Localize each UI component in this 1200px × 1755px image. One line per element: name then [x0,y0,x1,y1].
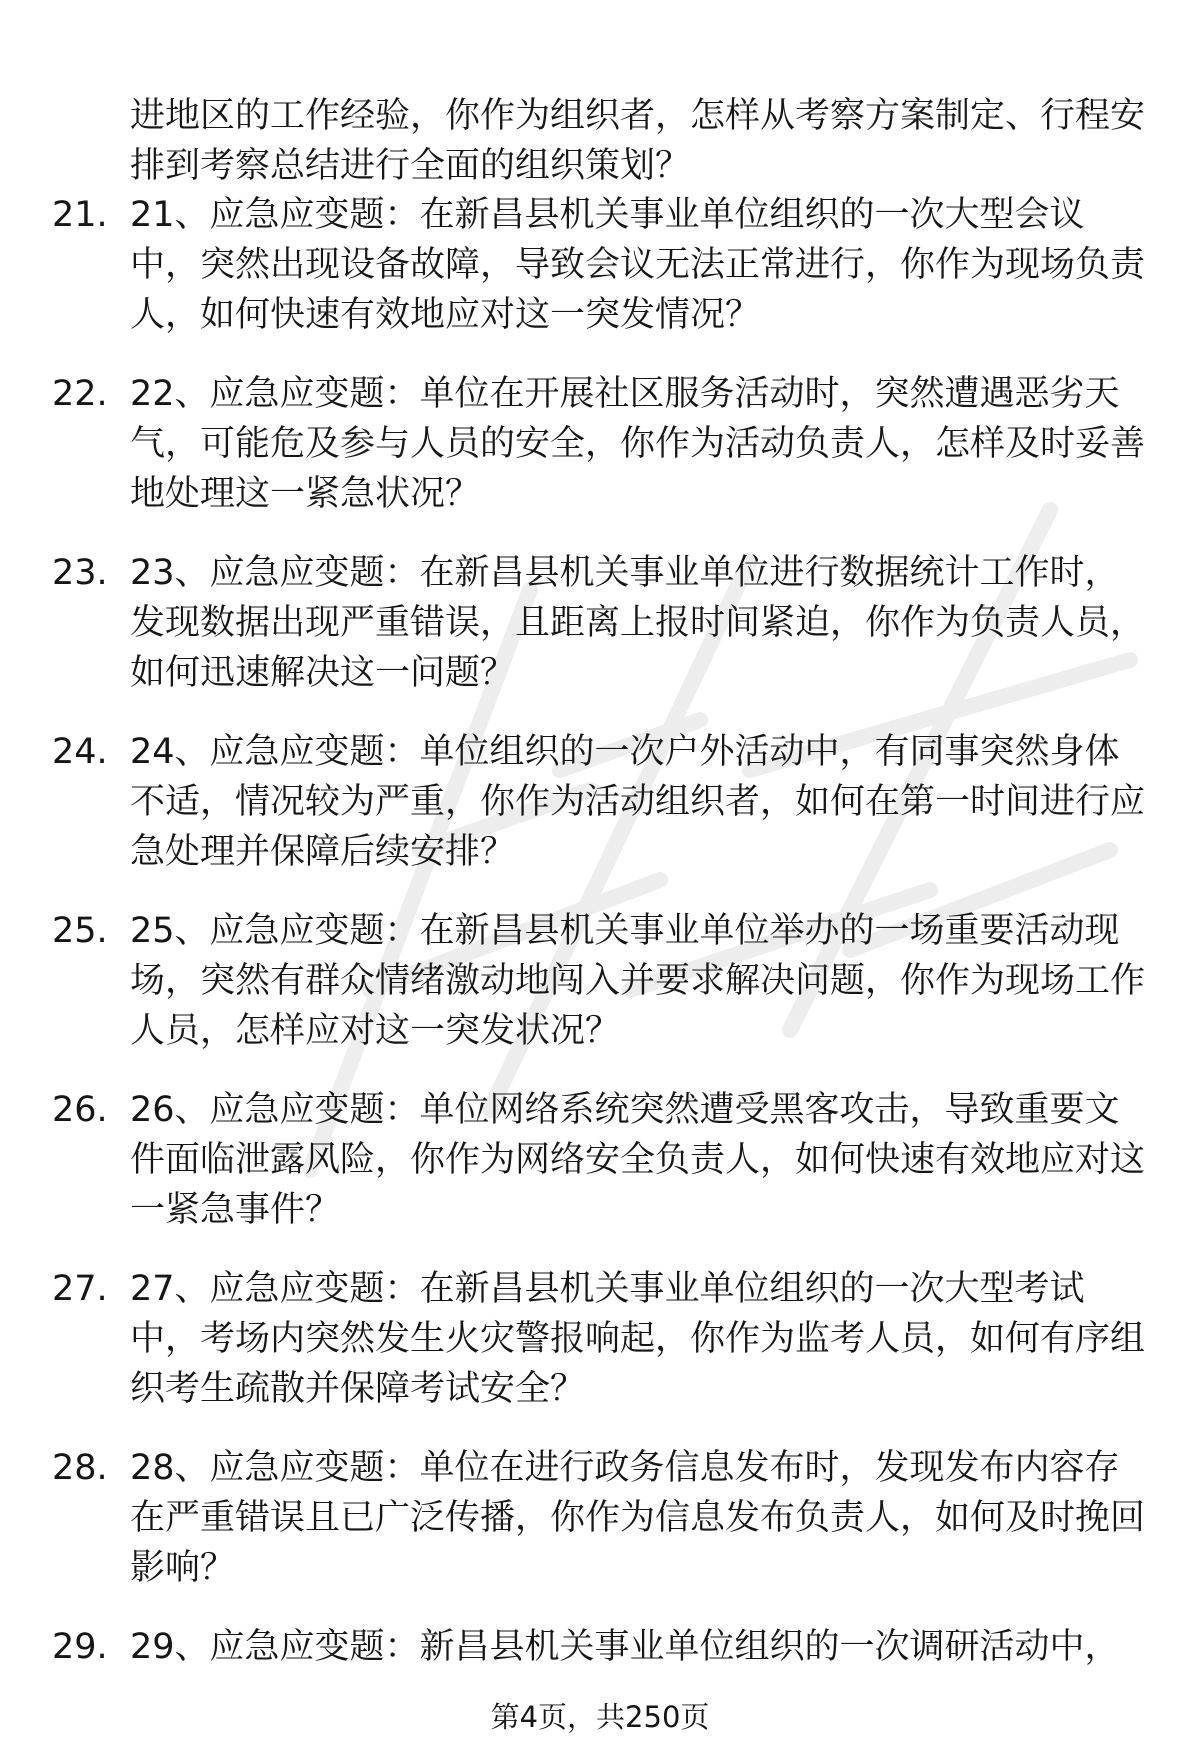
continuation-paragraph: 进地区的工作经验，你作为组织者，怎样从考察方案制定、行程安排到考察总结进行全面的组织策划？ [130,96,1146,186]
list-item [0,727,1150,877]
list-item [0,1085,1150,1235]
question-number: 23. [52,553,108,593]
question-text: 28、应急应变题：单位在进行政务信息发布时，发现发布内容存在严重错误且已广泛传播，你作为信息发布负责人，如何及时挽回影响？ [130,1448,1146,1588]
question-text: 29、应急应变题：新昌县机关事业单位组织的一次调研活动中， [130,1627,1120,1667]
question-number: 29. [52,1627,108,1667]
question-text: 21、应急应变题：在新昌县机关事业单位组织的一次大型会议中，突然出现设备故障，导致会议无法正常进行，你作为现场负责人，如何快速有效地应对这一突发情况？ [130,195,1146,335]
question-number: 24. [52,732,108,772]
question-number: 28. [52,1448,108,1488]
question-text: 24、应急应变题：单位组织的一次户外活动中，有同事突然身体不适，情况较为严重，你作为活动组织者，如何在第一时间进行应急处理并保障后续安排？ [130,732,1146,872]
question-list [0,190,1200,1701]
question-text: 23、应急应变题：在新昌县机关事业单位进行数据统计工作时，发现数据出现严重错误，且距离上报时间紧迫，你作为负责人员，如何迅速解决这一问题？ [130,553,1146,693]
question-number: 27. [52,1269,108,1309]
question-text: 25、应急应变题：在新昌县机关事业单位举办的一场重要活动现场，突然有群众情绪激动地闯入并要求解决问题，你作为现场工作人员，怎样应对这一突发状况？ [130,911,1146,1051]
question-text: 27、应急应变题：在新昌县机关事业单位组织的一次大型考试中，考场内突然发生火灾警报响起，你作为监考人员，如何有序组织考生疏散并保障考试安全？ [130,1269,1146,1409]
list-item [0,1622,1150,1672]
question-number: 25. [52,911,108,951]
page-footer: 第4页，共250页 [490,1700,710,1734]
question-number: 22. [52,374,108,414]
list-item [0,548,1150,698]
list-item [0,1264,1150,1414]
list-item [0,906,1150,1056]
question-text: 22、应急应变题：单位在开展社区服务活动时，突然遭遇恶劣天气，可能危及参与人员的安全，你作为活动负责人，怎样及时妥善地处理这一紧急状况？ [130,374,1146,514]
list-item [0,1443,1150,1593]
question-text: 26、应急应变题：单位网络系统突然遭受黑客攻击，导致重要文件面临泄露风险，你作为网络安全负责人，如何快速有效地应对这一紧急事件？ [130,1090,1146,1230]
question-number: 26. [52,1090,108,1130]
list-item [0,190,1150,340]
list-item [0,369,1150,519]
question-number: 21. [52,195,108,235]
